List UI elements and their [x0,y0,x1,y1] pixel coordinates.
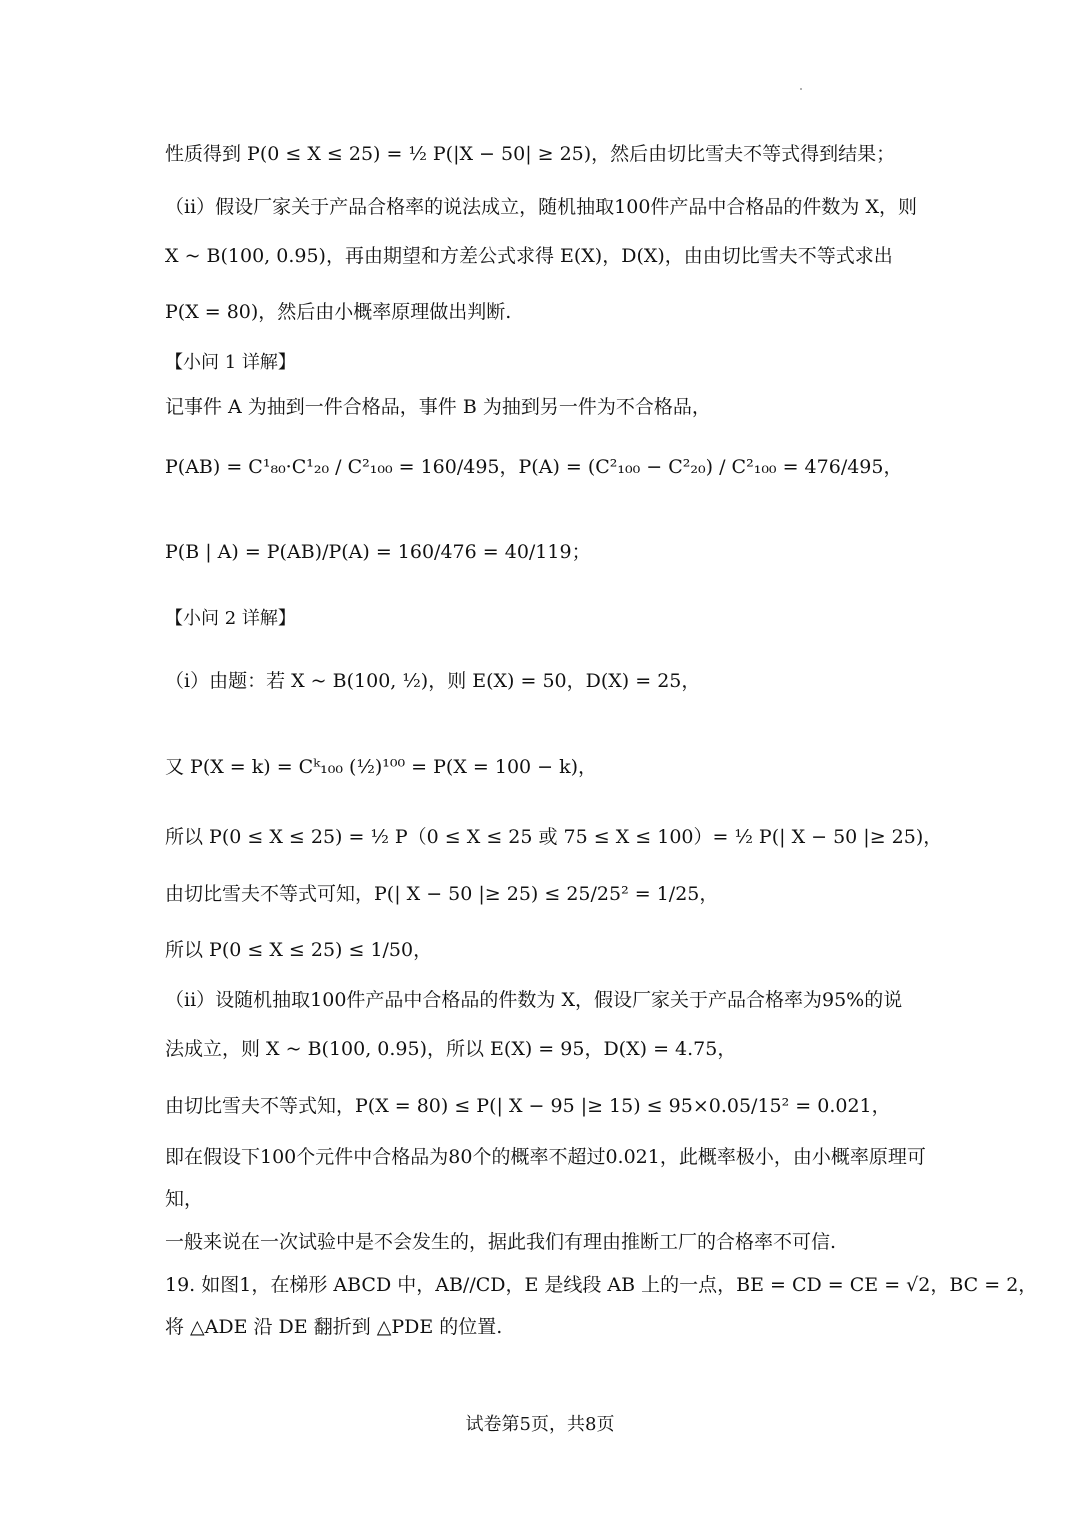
scan-speck [800,88,802,90]
formula-line: P(B | A) = P(AB)/P(A) = 160/476 = 40/119； [165,541,591,563]
text-line: （ii）假设厂家关于产品合格率的说法成立，随机抽取100件产品中合格品的件数为 X，则 [165,196,917,218]
formula-line: 所以 P(0 ≤ X ≤ 25) ≤ 1/50， [165,939,433,961]
page-footer: 试卷第5页，共8页 [465,1414,615,1435]
formula-line: 所以 P(0 ≤ X ≤ 25) = ½ P（0 ≤ X ≤ 25 或 75 ≤ X ≤ 100）= ½ P(| X − 50 |≥ 25)， [165,826,943,848]
text-line: X ~ B(100, 0.95)，再由期望和方差公式求得 E(X)，D(X)，由由切比雪夫不等式求出 [165,245,893,267]
text-line: 一般来说在一次试验中是不会发生的，据此我们有理由推断工厂的合格率不可信. [165,1231,837,1253]
formula-line: P(AB) = C¹₈₀·C¹₂₀ / C²₁₀₀ = 160/495，P(A) = (C²₁₀₀ − C²₂₀) / C²₁₀₀ = 476/495， [165,456,903,478]
formula-line: 由切比雪夫不等式知，P(X = 80) ≤ P(| X − 95 |≥ 15) ≤ 95×0.05/15² = 0.021， [165,1095,891,1117]
question-line: 将 △ADE 沿 DE 翻折到 △PDE 的位置. [165,1316,503,1338]
formula-line: （i）由题：若 X ~ B(100, ½)，则 E(X) = 50，D(X) = 25， [165,670,701,692]
text-line: 即在假设下100个元件中合格品为80个的概率不超过0.021，此概率极小，由小概率原理可 [165,1146,926,1168]
question-line: 19. 如图1，在梯形 ABCD 中，AB//CD，E 是线段 AB 上的一点，BE = CD = CE = √2，BC = 2， [165,1274,1038,1296]
section-heading: 【小问 2 详解】 [165,608,296,629]
text-line: 记事件 A 为抽到一件合格品，事件 B 为抽到另一件为不合格品， [165,396,711,418]
text-line: P(X = 80)，然后由小概率原理做出判断. [165,301,512,323]
formula-line: 又 P(X = k) = Cᵏ₁₀₀ (½)¹⁰⁰ = P(X = 100 − k)， [165,756,598,778]
text-line: 性质得到 P(0 ≤ X ≤ 25) = ½ P(|X − 50| ≥ 25)，然后由切比雪夫不等式得到结果； [165,143,896,165]
formula-line: 由切比雪夫不等式可知，P(| X − 50 |≥ 25) ≤ 25/25² = 1/25， [165,883,719,905]
section-heading: 【小问 1 详解】 [165,352,296,373]
text-line: （ii）设随机抽取100件产品中合格品的件数为 X，假设厂家关于产品合格率为95%的说 [165,989,903,1011]
text-line: 法成立，则 X ~ B(100, 0.95)，所以 E(X) = 95，D(X) = 4.75， [165,1038,737,1060]
text-line: 知， [165,1188,204,1210]
